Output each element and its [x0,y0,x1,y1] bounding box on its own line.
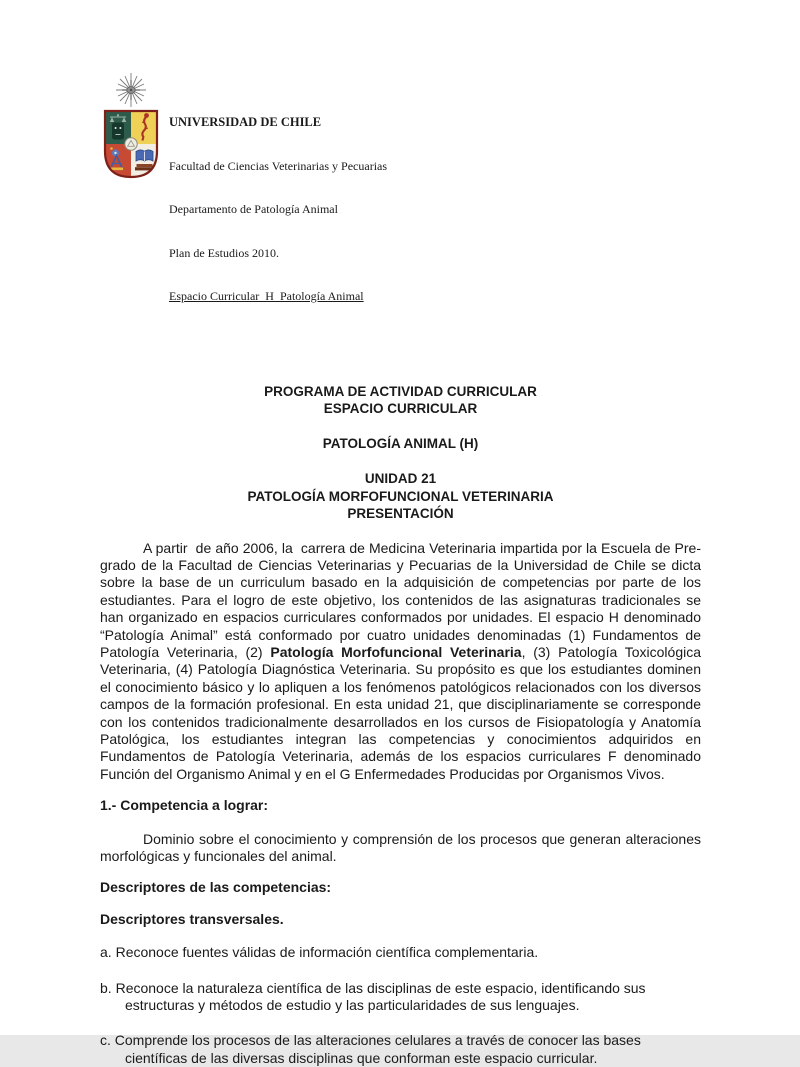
document-content [100,70,705,1067]
list-item-c [100,1032,701,1067]
unit-number: UNIDAD 21 [364,471,437,486]
course-title: PATOLOGÍA ANIMAL (H) [322,436,479,451]
descriptores-list [100,944,701,1067]
espacio-curricular-line: Espacio Curricular H Patología Animal [169,289,364,303]
intro-text-part1: A partir de año 2006, la carrera de Medicina Veterinaria impartida por la Escuela de Pre-grado de la Facultad de Ciencias Veterinarias y Pecuarias de la Universidad de Chile se dicta sobre la base de un curriculum basado en la adquisición de competencias por parte de los estudiantes. Para el logro de este objetivo, los contenidos de las asignaturas tradicionales se han organizado en espacios curriculares conformados por unidades. El espacio H denominado “Patología Animal” está conformado por cuatro unidades denominadas (1) Fundamentos de Patología Veterinaria, (2) [100,539,705,660]
list-item-label: c. [100,1032,111,1049]
descriptores-transversales-heading: Descriptores transversales. [100,910,284,927]
list-item-text: Reconoce la naturaleza científica de las disciplinas de este espacio, identificando sus estructuras y métodos de estudio y las particularidades de sus lenguajes. [115,979,646,1014]
program-title-line2: ESPACIO CURRICULAR [323,401,478,416]
plan-line: Plan de Estudios 2010. [169,245,279,260]
competencia-heading: 1.- Competencia a lograr: [100,797,269,814]
list-item-b [100,980,701,1015]
department-line: Departamento de Patología Animal [169,202,338,216]
competencia-paragraph: Dominio sobre el conocimiento y comprensión de los procesos que generan alteraciones morfológicas y funcionales del animal. [100,830,705,864]
intro-paragraph [100,539,705,784]
course-title-group [100,435,701,453]
list-item-a [100,944,701,961]
unit-section: PRESENTACIÓN [347,506,454,521]
list-item-label: b. [100,979,112,996]
unit-name: PATOLOGÍA MORFOFUNCIONAL VETERINARIA [247,488,554,504]
list-item-label: a. [100,944,112,961]
list-item-text: Comprende los procesos de las alteraciones celulares a través de conocer las bases científicas de las diversas disciplinas que conforman este espacio curricular. [114,1032,641,1066]
intro-text-bold: Patología Morfofuncional Veterinaria [270,643,522,660]
descriptores-heading: Descriptores de las competencias: [100,879,332,896]
intro-text-part2: , (3) Patología Toxicológica Veterinaria, (4) Patología Diagnóstica Veterinaria. Su propósito es que los estudiantes dominen el conocimiento básico y lo apliquen a los fenómenos patológicos relacionados con los diversos campos de la formación profesional. En esta unidad 21, que disciplinariamente se corresponde con los contenidos tradicionalmente desarrollados en los cursos de Fisiopatología y Anatomía Patológica, los estudiantes integran las competencias y conocimientos adquiridos en Fundamentos de Patología Veterinaria, además de los espacios curriculares F denominado Función del Organismo Animal y en el G Enfermedades Producidas por Organismos Vivos. [100,643,705,782]
document-header [98,70,701,333]
institution-block [169,86,387,333]
program-title-group [100,383,701,418]
title-block [100,383,701,523]
unit-title-group [100,470,701,523]
program-title-line1: PROGRAMA DE ACTIVIDAD CURRICULAR [264,383,537,399]
faculty-line: Facultad de Ciencias Veterinarias y Pecuarias [169,158,388,173]
university-name: UNIVERSIDAD DE CHILE [169,115,322,129]
list-item-text: Reconoce fuentes válidas de información científica complementaria. [115,944,539,961]
coat-of-arms-icon [98,70,164,182]
